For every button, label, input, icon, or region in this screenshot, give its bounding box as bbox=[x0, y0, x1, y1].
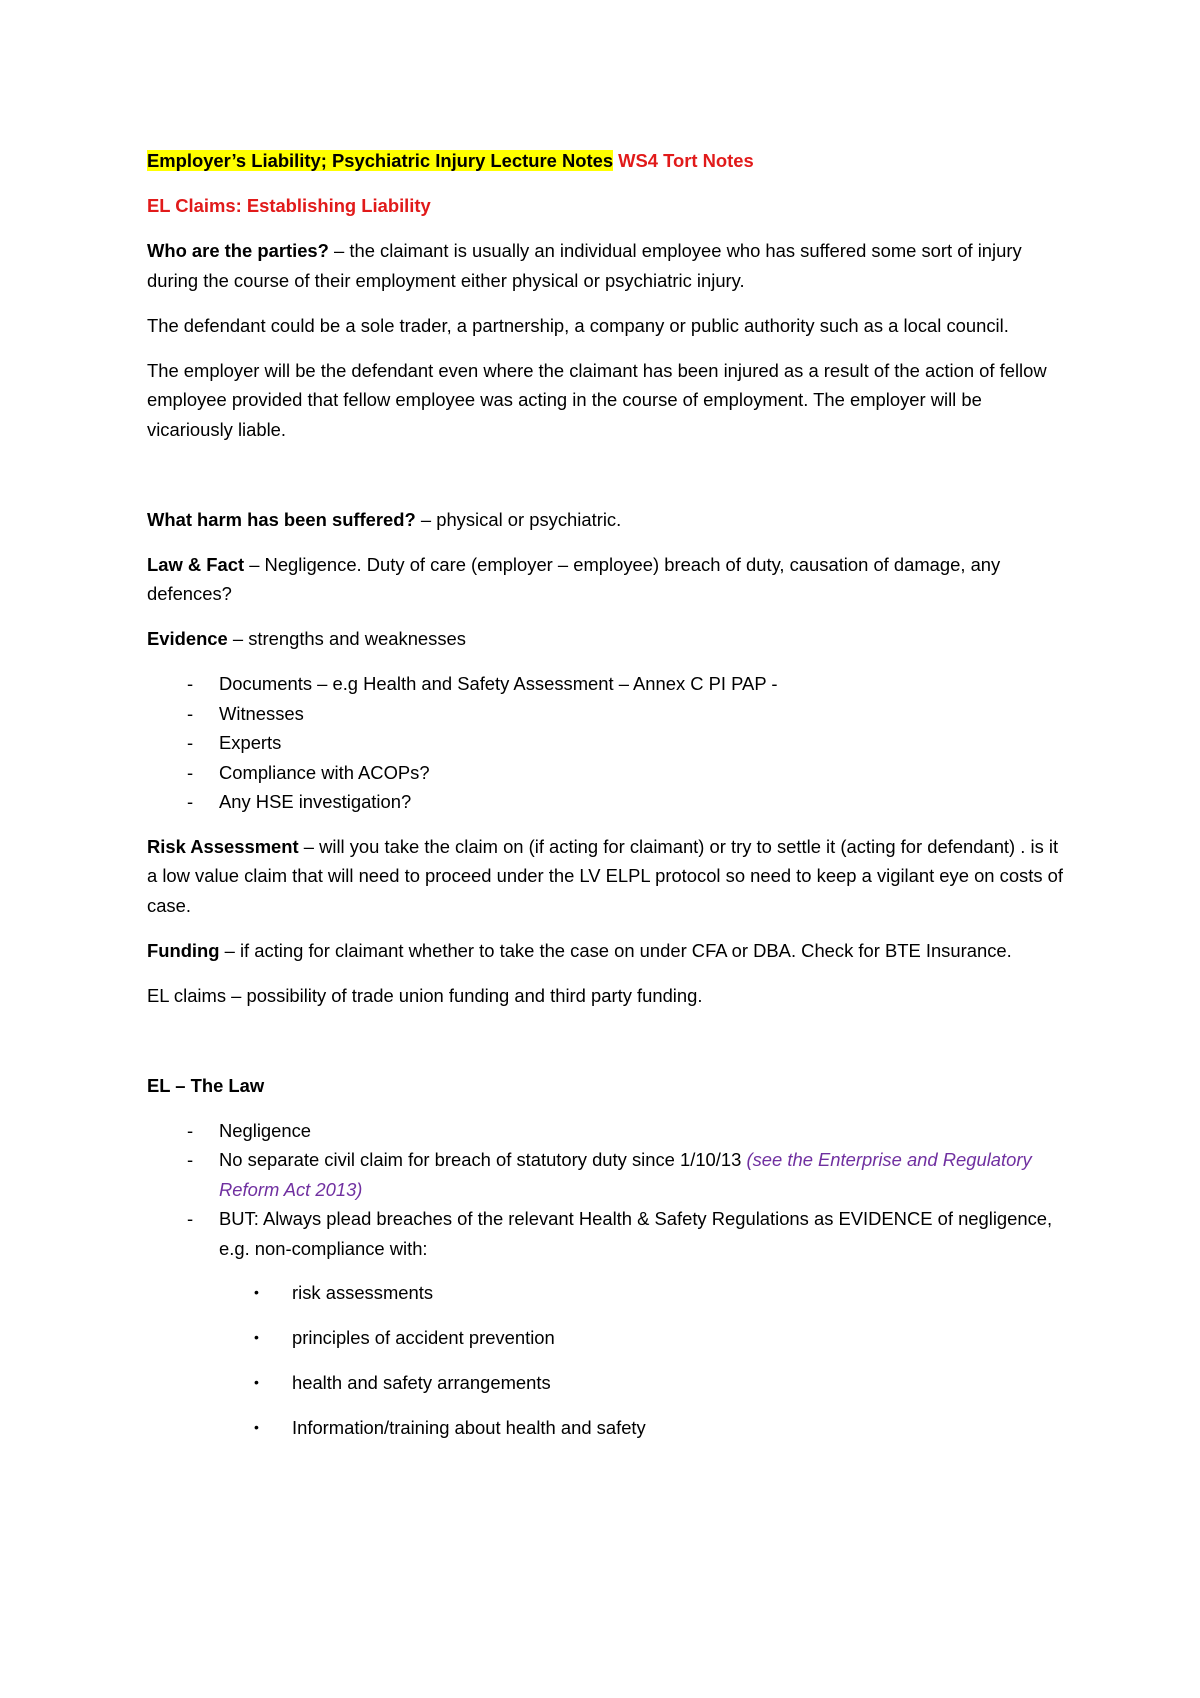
list-item bbox=[147, 1145, 1067, 1204]
list-item bbox=[147, 1204, 1067, 1263]
list-item-text: risk assessments bbox=[292, 1282, 434, 1303]
list-item bbox=[147, 669, 1067, 699]
bullet-icon: • bbox=[254, 1419, 259, 1435]
title-highlighted: Employer’s Liability; Psychiatric Injury Lecture Notes bbox=[147, 150, 614, 171]
paragraph-employer: The employer will be the defendant even where the claimant has been injured as a result of the action of fellow employee provided that fellow employee was acting in the course of employment. The employer will be vicariously liable. bbox=[147, 359, 1047, 440]
dash-marker: - bbox=[187, 1149, 194, 1170]
text-parties: – the claimant is usually an individual employee who has suffered some sort of injury during the course of their employment either physical or psychiatric injury. bbox=[147, 240, 1022, 291]
paragraph-harm bbox=[147, 505, 1067, 535]
document-body bbox=[147, 146, 1067, 1458]
label-funding: Funding bbox=[147, 939, 220, 961]
paragraph-parties bbox=[147, 236, 1067, 295]
label-parties: Who are the parties? bbox=[147, 240, 329, 261]
label-law-fact: Law & Fact bbox=[147, 553, 245, 575]
list-item-text: health and safety arrangements bbox=[292, 1372, 551, 1393]
title-red-suffix: WS4 Tort Notes bbox=[618, 150, 754, 171]
paragraph-defendant: The defendant could be a sole trader, a partnership, a company or public authority such as a local council. bbox=[147, 314, 1009, 336]
list-item bbox=[147, 1116, 1067, 1146]
label-evidence: Evidence bbox=[147, 628, 228, 649]
paragraph-el-claims: EL claims – possibility of trade union funding and third party funding. bbox=[147, 984, 703, 1006]
spacer bbox=[147, 1026, 1067, 1071]
label-harm: What harm has been suffered? bbox=[147, 508, 416, 530]
bullet-icon: • bbox=[254, 1284, 259, 1300]
list-item bbox=[147, 758, 1067, 788]
label-risk-assessment: Risk Assessment bbox=[147, 835, 299, 857]
dash-marker: - bbox=[187, 702, 194, 724]
list-item-text: Compliance with ACOPs? bbox=[219, 761, 430, 783]
section-heading-el-law: EL – The Law bbox=[147, 1074, 265, 1096]
dash-marker: - bbox=[187, 1208, 194, 1229]
page-title bbox=[147, 146, 1067, 176]
list-item-text: principles of accident prevention bbox=[292, 1327, 555, 1348]
text-law-fact: – Negligence. Duty of care (employer – employee) breach of duty, causation of damage, any defences? bbox=[147, 553, 1001, 604]
list-item-text: Negligence bbox=[219, 1119, 312, 1141]
text-funding: – if acting for claimant whether to take the case on under CFA or DBA. Check for BTE Insurance. bbox=[219, 939, 1012, 961]
list-item bbox=[147, 1413, 1067, 1443]
bullet-icon: • bbox=[254, 1374, 259, 1390]
list-item bbox=[147, 699, 1067, 729]
dash-marker: - bbox=[187, 791, 194, 812]
statute-reference: (see the Enterprise and Regulatory Reform Act 2013) bbox=[219, 1149, 1032, 1200]
dash-marker: - bbox=[187, 1119, 194, 1141]
list-item-text: BUT: Always plead breaches of the relevant Health & Safety Regulations as EVIDENCE of negligence, e.g. non-compliance with: bbox=[219, 1208, 1053, 1259]
list-item bbox=[147, 728, 1067, 758]
list-item bbox=[147, 1278, 1067, 1308]
dash-marker: - bbox=[187, 732, 194, 753]
list-item bbox=[147, 787, 1067, 817]
list-item bbox=[147, 1368, 1067, 1398]
evidence-list bbox=[147, 669, 1067, 817]
dash-marker: - bbox=[187, 673, 194, 694]
text-harm: – physical or psychiatric. bbox=[415, 508, 622, 530]
text-risk-assessment: – will you take the claim on (if acting for claimant) or try to settle it (acting for defendant) . is it a low value claim that will need to proceed under the LV ELPL protocol so need to keep a vigilant eye on costs of case. bbox=[147, 835, 1064, 916]
paragraph-evidence bbox=[147, 624, 1067, 654]
list-item bbox=[147, 1323, 1067, 1353]
list-item-text: Documents – e.g Health and Safety Assessment – Annex C PI PAP - bbox=[219, 673, 778, 694]
list-item-text: Witnesses bbox=[219, 702, 304, 724]
paragraph-risk-assessment bbox=[147, 832, 1067, 921]
section-heading-establishing-liability: EL Claims: Establishing Liability bbox=[147, 195, 431, 216]
law-list bbox=[147, 1116, 1067, 1264]
non-compliance-list bbox=[147, 1278, 1067, 1443]
spacer bbox=[147, 460, 1067, 505]
paragraph-law-fact bbox=[147, 550, 1067, 609]
list-item-text: No separate civil claim for breach of statutory duty since 1/10/13 bbox=[219, 1149, 747, 1170]
list-item-text: Experts bbox=[219, 732, 282, 753]
list-item-text: Any HSE investigation? bbox=[219, 791, 412, 812]
paragraph-funding bbox=[147, 936, 1067, 966]
bullet-icon: • bbox=[254, 1329, 259, 1345]
list-item-text: Information/training about health and safety bbox=[292, 1417, 646, 1438]
text-evidence: – strengths and weaknesses bbox=[227, 628, 466, 649]
dash-marker: - bbox=[187, 761, 194, 783]
